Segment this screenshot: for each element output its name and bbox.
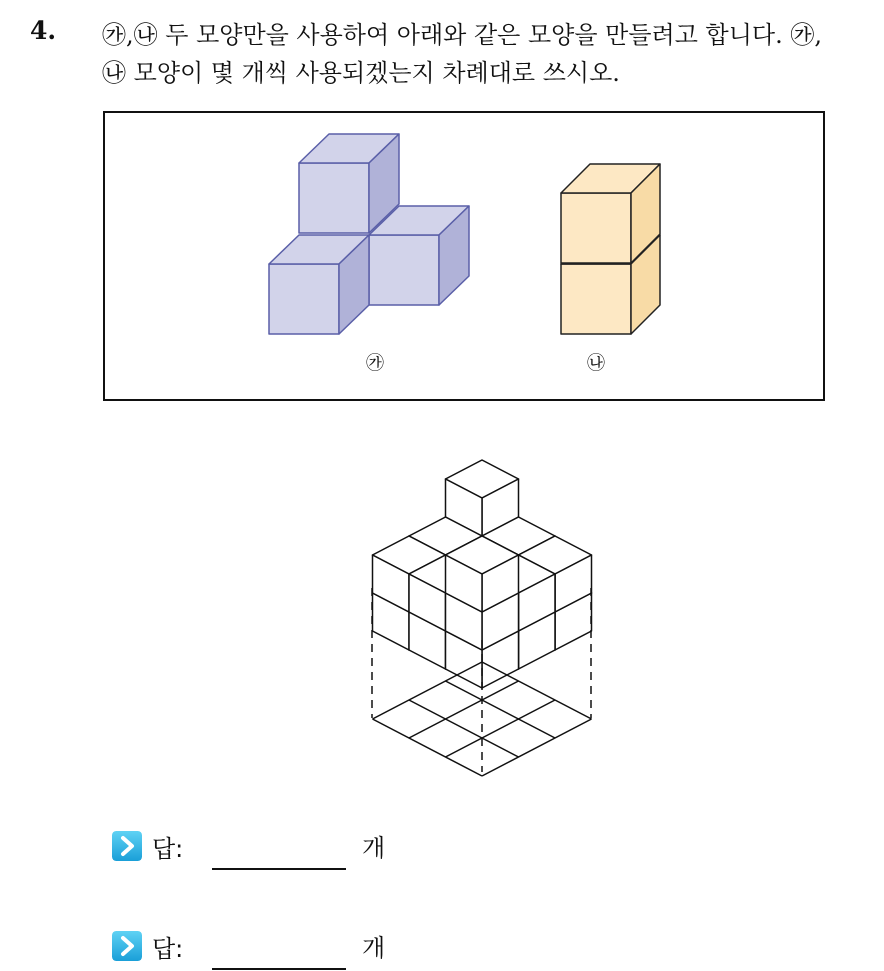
- question-line-1: ㉮,㉯ 두 모양만을 사용하여 아래와 같은 모양을 만들려고 합니다. ㉮,: [102, 21, 822, 49]
- answer-unit-1: 개: [362, 834, 386, 862]
- grid-line: [446, 700, 556, 757]
- answer-input-1[interactable]: [212, 868, 346, 870]
- shape-na-label: ㉯: [587, 353, 605, 374]
- grid-line: [482, 719, 592, 776]
- answer-input-2[interactable]: [212, 968, 346, 970]
- answer-row-2: [112, 926, 386, 966]
- cube-face: [561, 193, 631, 263]
- question-number: 4.: [30, 16, 57, 45]
- answer-unit-2: 개: [362, 934, 386, 962]
- grid-line: [373, 719, 483, 776]
- shape-na: [561, 164, 660, 334]
- grid-line: [409, 681, 519, 738]
- grid-line: [482, 662, 592, 719]
- shape-ga-label: ㉮: [366, 353, 384, 374]
- grid-line: [446, 681, 556, 738]
- answer-label-1: 답:: [152, 834, 184, 863]
- grid-line: [409, 700, 519, 757]
- answer-label-2: 답:: [152, 934, 184, 963]
- cube-face: [561, 264, 631, 334]
- cube-face: [269, 264, 339, 334]
- question-line-2: ㉯ 모양이 몇 개씩 사용되겠는지 차례대로 쓰시오.: [102, 59, 620, 87]
- cube-face: [299, 163, 369, 233]
- cube-structure: [373, 460, 592, 688]
- chevron-right-icon: [112, 931, 142, 961]
- cube-face: [369, 235, 439, 305]
- chevron-right-icon: [112, 831, 142, 861]
- shape-ga: [269, 134, 469, 334]
- grid-line: [373, 662, 483, 719]
- answer-row-1: [112, 826, 386, 866]
